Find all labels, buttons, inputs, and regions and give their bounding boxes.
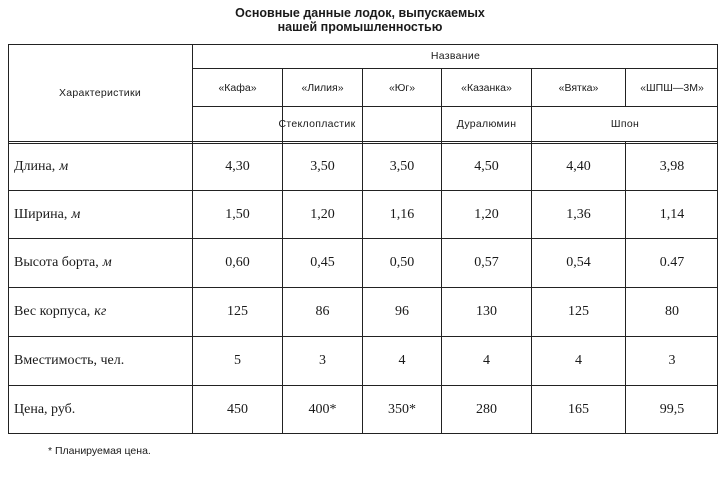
row-label-text: Высота борта, [14, 255, 99, 270]
table-cell: 86 [315, 304, 330, 319]
material-veneer: Шпон [610, 118, 640, 130]
table-cell: 1,50 [225, 206, 250, 222]
table-cell: 1,20 [310, 206, 335, 222]
table-cell: 165 [568, 402, 589, 417]
table-cell: 1,36 [566, 206, 591, 222]
table-cell: 450 [227, 402, 248, 417]
table-cell: 96 [395, 304, 409, 319]
table-cell: 3 [319, 353, 326, 368]
table-cell: 3 [668, 353, 676, 368]
table-cell: 3,50 [389, 159, 415, 174]
material-duralumin: Дуралюмин [456, 118, 517, 130]
table-cell: 5 [234, 353, 241, 368]
row-label-width [8, 191, 192, 238]
table-cell: 0,54 [566, 255, 591, 270]
row-label-text: Вес корпуса, [14, 304, 91, 319]
table-cell: 3,50 [310, 159, 335, 174]
row-label-text: Цена, руб. [14, 402, 76, 417]
boat-header-liliya: «Лилия» [301, 81, 344, 94]
boat-header-yug: «Юг» [388, 81, 416, 94]
table-cell: 99,5 [659, 402, 685, 417]
table-cell: 130 [476, 304, 497, 319]
table-cell: 125 [568, 304, 589, 319]
row-label-length [8, 144, 192, 190]
row-unit: кг [94, 304, 107, 319]
row-label-capacity [8, 337, 192, 385]
row-unit: м [102, 255, 112, 270]
table-cell: 400* [308, 402, 337, 417]
table-cell: 4 [575, 353, 582, 368]
table-cell: 4,50 [474, 159, 499, 174]
table-cell: 80 [665, 304, 679, 319]
table-cell: 4,30 [225, 159, 250, 174]
table-cell: 0.47 [659, 255, 685, 270]
table-cell: 0,50 [389, 255, 415, 270]
boat-header-kafa: «Кафа» [218, 81, 257, 94]
table-cell: 0,45 [310, 255, 335, 270]
table-cell: 280 [476, 402, 497, 417]
row-label-text: Вместимость, чел. [14, 353, 125, 368]
table-title-line-1: Основные данные лодок, выпускаемых [235, 6, 485, 20]
boat-header-shpsh: «ШПШ—3М» [640, 81, 704, 94]
row-label-price [8, 386, 192, 434]
characteristics-header: Характеристики [58, 87, 142, 99]
table-cell: 1,14 [659, 206, 685, 222]
footnote: * Планируемая цена. [48, 445, 151, 457]
table-cell: 1,20 [474, 206, 499, 222]
material-fiberglass: Стеклопластик [278, 118, 356, 130]
table-cell: 3,98 [659, 159, 685, 174]
table-title-line-2: нашей промышленностью [277, 20, 443, 34]
row-label-text: Ширина, [14, 206, 68, 222]
table-cell: 1,16 [389, 206, 415, 222]
name-group-header: Название [430, 50, 481, 62]
row-label-hull-weight [8, 288, 192, 336]
table-cell: 4 [398, 353, 406, 368]
row-unit: м [71, 206, 81, 222]
table-cell: 350* [388, 402, 416, 417]
boat-header-vyatka: «Вятка» [558, 81, 599, 94]
table-cell: 0,57 [474, 255, 499, 270]
table-cell: 125 [227, 304, 248, 319]
table-cell: 4,40 [566, 159, 591, 174]
row-unit: м [59, 159, 69, 174]
row-label-text: Длина, [14, 159, 56, 174]
table-cell: 0,60 [225, 255, 250, 270]
boat-header-kazanka: «Казанка» [461, 81, 512, 94]
row-label-freeboard [8, 239, 192, 287]
table-cell: 4 [483, 353, 490, 368]
